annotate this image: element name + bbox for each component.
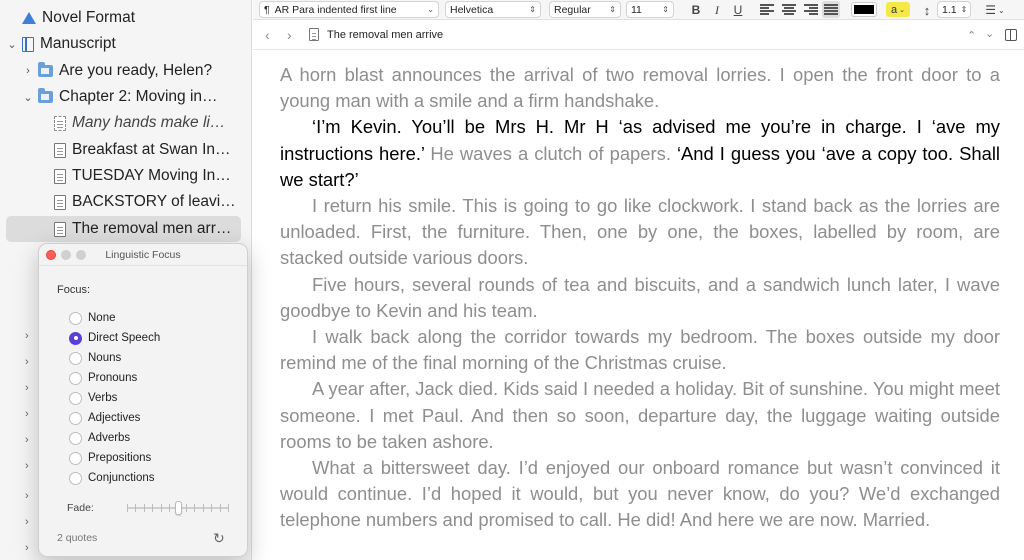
radio-button[interactable]: [69, 472, 82, 485]
focus-option-label: Nouns: [88, 352, 122, 364]
chevron-up-icon[interactable]: ⌃: [967, 30, 977, 42]
faded-text-run: I walk back along the corridor towards my bedroom. The boxes outside my door remind me of the final morning of the Christmas cruise.: [280, 326, 1000, 374]
binder-item-are-you-ready[interactable]: [6, 58, 241, 84]
manuscript-book-icon: [22, 37, 34, 52]
linguistic-focus-panel: [38, 243, 248, 557]
editor-paragraph[interactable]: [280, 272, 1000, 324]
editor-paragraph[interactable]: [280, 193, 1000, 272]
align-left-icon[interactable]: [760, 4, 774, 15]
binder-item-breakfast[interactable]: [6, 137, 241, 163]
focus-option-label: Pronouns: [88, 372, 138, 384]
focus-option-label: Verbs: [88, 392, 118, 404]
radio-button[interactable]: [69, 452, 82, 465]
chevron-down-icon: ⌄: [899, 6, 905, 14]
chevron-right-icon[interactable]: ›: [25, 356, 29, 368]
minimize-window-button: [61, 250, 71, 260]
chevron-right-icon[interactable]: ›: [25, 516, 29, 528]
folder-icon: [38, 65, 53, 77]
slider-tick: [203, 504, 204, 512]
radio-button[interactable]: [69, 412, 82, 425]
editor-paragraph[interactable]: [280, 114, 1000, 193]
faded-text-run: Five hours, several rounds of tea and biscuits, and a sandwich lunch later, I wave goodbye to Kevin and his team.: [280, 273, 1000, 321]
focus-option-label: Prepositions: [88, 452, 152, 464]
radio-button[interactable]: [69, 312, 82, 325]
radio-button[interactable]: [69, 432, 82, 445]
highlight-label: a: [891, 3, 898, 16]
radio-button[interactable]: [69, 372, 82, 385]
slider-tick: [144, 504, 145, 512]
chevron-down-icon[interactable]: ⌄: [23, 91, 33, 104]
binder-item-label: TUESDAY Moving In…: [72, 167, 231, 184]
updown-icon: ⇕: [960, 5, 968, 14]
refresh-icon[interactable]: ↻: [213, 530, 225, 546]
binder-item-many-hands[interactable]: [6, 110, 241, 136]
split-view-icon[interactable]: [1005, 29, 1017, 41]
panel-titlebar[interactable]: [39, 244, 247, 266]
chevron-down-icon[interactable]: ⌄: [7, 38, 17, 51]
underline-button[interactable]: U: [733, 3, 743, 17]
focus-option-pronouns[interactable]: [69, 369, 137, 387]
binder-item-label: Many hands make li…: [72, 114, 226, 131]
focus-option-label: Conjunctions: [88, 472, 155, 484]
updown-icon: ⇕: [662, 5, 669, 14]
focus-option-adverbs[interactable]: [69, 429, 130, 447]
binder-item-label: Chapter 2: Moving in…: [59, 88, 218, 105]
bullet-list-icon: ☰: [985, 3, 997, 17]
focus-option-label: Adverbs: [88, 432, 131, 444]
faded-text-run: A year after, Jack died. Kids said I needed a holiday. Bit of sunshine. You might meet someone. I met Paul. And then so soon, departure day, the luggage waiting outside rooms to be taken ashore.: [280, 378, 1000, 452]
slider-tick: [228, 504, 229, 512]
slider-tick: [211, 504, 212, 512]
binder-item-tuesday[interactable]: [6, 163, 241, 189]
document-title: The removal men arrive: [327, 29, 444, 41]
binder-item-label: Novel Format: [42, 9, 136, 26]
font-family-select[interactable]: [445, 1, 541, 18]
fade-label: Fade:: [67, 502, 94, 514]
focus-option-label: Adjectives: [88, 412, 141, 424]
paragraph-style-select[interactable]: [259, 1, 439, 18]
focus-option-direct-speech[interactable]: [69, 329, 160, 347]
text-color-fill: [854, 5, 874, 14]
focus-option-adjectives[interactable]: [69, 409, 140, 427]
font-size-select[interactable]: [626, 1, 674, 18]
faded-text-run: He waves a clutch of papers.: [424, 142, 677, 164]
font-style-select[interactable]: [549, 1, 621, 18]
editor-paragraph[interactable]: [280, 376, 1000, 455]
panel-title: Linguistic Focus: [105, 248, 181, 261]
focus-option-nouns[interactable]: [69, 349, 121, 367]
editor-paragraph[interactable]: [280, 62, 1000, 114]
chevron-down-icon: ⌄: [427, 5, 434, 14]
folder-icon: [38, 91, 53, 103]
direct-speech-run: ‘I’m Kevin. You’ll be Mrs H. Mr H ‘as advised me you’re in charge. I ‘ave my instructions here.’: [280, 116, 1000, 164]
binder-item-label: Manuscript: [40, 35, 116, 52]
chevron-right-icon[interactable]: ›: [25, 330, 29, 342]
editor-paragraph[interactable]: [280, 455, 1000, 534]
editor-header-bar: [253, 21, 1024, 50]
slider-tick: [135, 504, 136, 512]
focus-option-none[interactable]: [69, 309, 116, 327]
back-arrow-icon[interactable]: ‹: [265, 27, 270, 43]
binder-item-chapter-2[interactable]: [6, 84, 241, 110]
chevron-right-icon[interactable]: ›: [25, 542, 29, 554]
highlight-color-button[interactable]: [886, 2, 910, 17]
chevron-right-icon[interactable]: ›: [25, 460, 29, 472]
chevron-down-icon[interactable]: ⌄: [985, 28, 995, 40]
focus-label: Focus:: [57, 284, 91, 296]
radio-button[interactable]: [69, 332, 82, 345]
binder-item-manuscript[interactable]: [6, 31, 241, 57]
faded-text-run: A horn blast announces the arrival of two removal lorries. I open the front door to a young man with a smile and a firm handshake.: [280, 64, 1000, 112]
novel-format-icon: [22, 12, 36, 24]
close-window-button[interactable]: [46, 250, 56, 260]
align-center-icon[interactable]: [782, 4, 796, 15]
pilcrow-icon: ¶: [264, 3, 270, 16]
line-spacing-value: 1.1: [942, 3, 957, 16]
slider-tick: [186, 504, 187, 512]
binder-item-label: BACKSTORY of leavi…: [72, 193, 236, 210]
binder-item-label: The removal men arr…: [72, 220, 232, 237]
fade-slider-knob[interactable]: [175, 501, 182, 515]
italic-button[interactable]: I: [715, 2, 719, 17]
binder-item-novel-format[interactable]: [6, 5, 241, 31]
focus-option-verbs[interactable]: [69, 389, 117, 407]
slider-tick: [194, 504, 195, 512]
line-spacing-icon: ↕: [923, 2, 931, 18]
document-icon: [54, 169, 66, 184]
focus-option-prepositions[interactable]: [69, 449, 151, 467]
chevron-right-icon[interactable]: ›: [25, 434, 29, 446]
format-bar: [253, 0, 1024, 20]
document-icon: [54, 143, 66, 158]
text-color-well[interactable]: [851, 2, 877, 17]
font-size-value: 11: [631, 3, 642, 16]
zoom-window-button: [76, 250, 86, 260]
document-icon: [309, 28, 319, 46]
chevron-right-icon[interactable]: ›: [25, 408, 29, 420]
slider-tick: [152, 504, 153, 512]
focus-option-label: Direct Speech: [88, 332, 161, 344]
chevron-right-icon[interactable]: ›: [25, 382, 29, 394]
updown-icon: ⇕: [609, 5, 616, 14]
forward-arrow-icon[interactable]: ›: [287, 27, 292, 43]
chevron-down-icon: ⌄: [998, 5, 1005, 15]
font-style-value: Regular: [554, 3, 591, 16]
list-style-button[interactable]: [983, 2, 1007, 18]
paragraph-style-value: AR Para indented first line: [274, 3, 397, 16]
faded-text-run: What a bittersweet day. I’d enjoyed our onboard romance but wasn’t convinced it would continue. I’d hoped it would, but you never know, do you? We’d exchanged telephone numbers and promised to call. He did! And here we are now. Married.: [280, 457, 1000, 531]
bold-button[interactable]: B: [691, 3, 701, 17]
slider-tick: [169, 504, 170, 512]
radio-button[interactable]: [69, 352, 82, 365]
updown-icon: ⇕: [529, 5, 536, 14]
font-family-value: Helvetica: [450, 3, 494, 16]
editor-paragraph[interactable]: [280, 324, 1000, 376]
focus-option-label: None: [88, 312, 116, 324]
editor-text[interactable]: [280, 62, 1000, 534]
binder-item-label: Breakfast at Swan In…: [72, 141, 231, 158]
document-icon: [54, 222, 66, 237]
slider-tick: [127, 504, 128, 512]
align-right-icon[interactable]: [804, 4, 818, 15]
direct-speech-run: ‘And I guess you ‘ave a copy too. Shall we start?’: [280, 142, 1000, 190]
focus-option-conjunctions[interactable]: [69, 469, 154, 487]
radio-button[interactable]: [69, 392, 82, 405]
chevron-right-icon[interactable]: ›: [25, 490, 29, 502]
document-icon: [54, 195, 66, 210]
binder-item-backstory[interactable]: [6, 189, 241, 215]
quote-count: 2 quotes: [57, 532, 98, 544]
slider-tick: [161, 504, 162, 512]
faded-text-run: I return his smile. This is going to go like clockwork. I stand back as the lorries are unloaded. First, the furniture. Then, one by one, the boxes, labelled by room, are stacked outside various doors.: [280, 195, 1000, 269]
line-spacing-select[interactable]: [937, 1, 971, 18]
align-justify-icon[interactable]: [822, 1, 840, 18]
fade-slider[interactable]: [127, 501, 229, 515]
binder-item-removal-men[interactable]: [6, 216, 241, 242]
document-icon: [54, 116, 66, 131]
binder-item-label: Are you ready, Helen?: [59, 62, 213, 79]
slider-tick: [220, 504, 221, 512]
chevron-right-icon[interactable]: ›: [26, 65, 30, 77]
